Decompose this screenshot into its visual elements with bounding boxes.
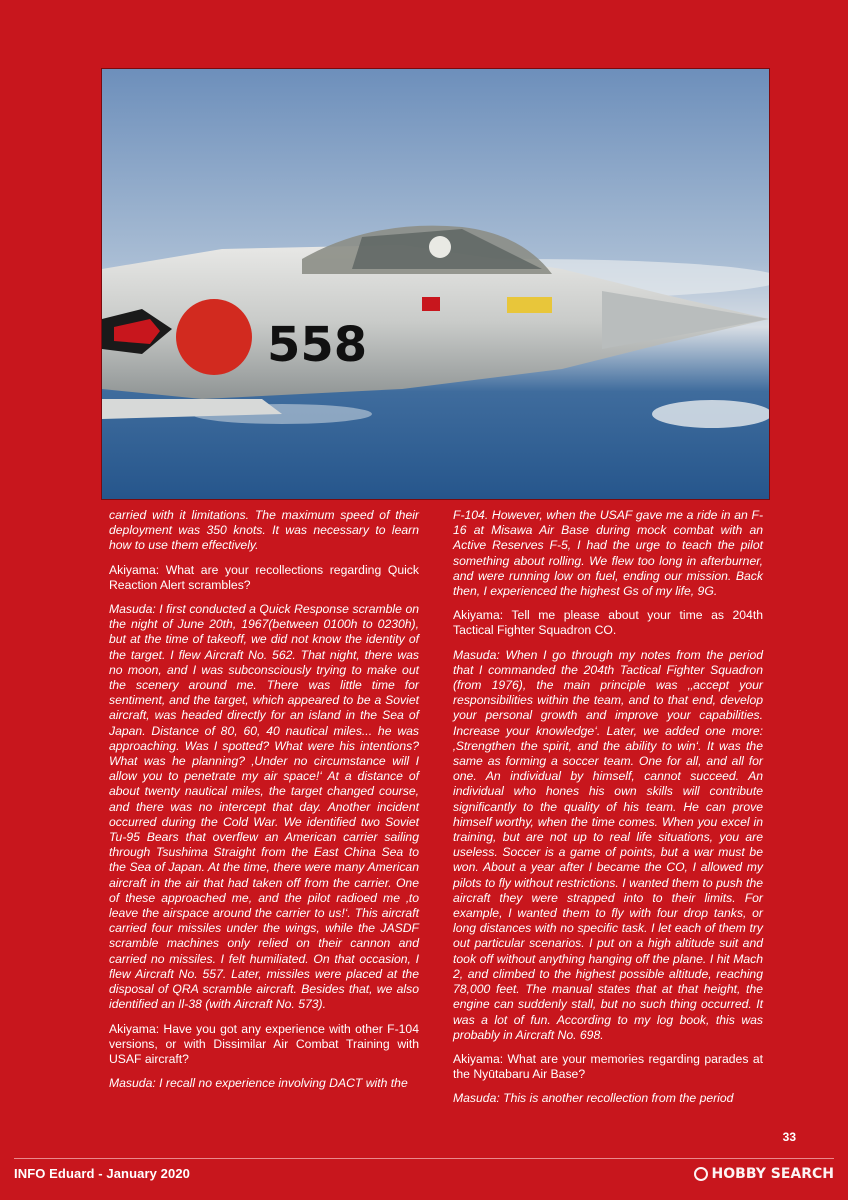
question-paragraph: Akiyama: Have you got any experience with other F-104 versions, or with Dissimilar Air Combat Training with USAF aircraft?	[109, 1021, 419, 1066]
f104-aircraft-photo	[102, 69, 769, 499]
watermark-brand: HOBBY SEARCH	[711, 1166, 834, 1182]
question-paragraph: Akiyama: Tell me please about your time as 204th Tactical Fighter Squadron CO.	[453, 608, 763, 638]
answer-paragraph: Masuda: I first conducted a Quick Response scramble on the night of June 20th, 1967(between 0100h to 0230h), but at the time of takeoff, we did not know the identity of the target. I flew Aircraft No. 562. That night, there was no moon, and I was subconsciously trying to make out the scenery around me. There was little time for sentiment, and the target, which appeared to be a Soviet aircraft, was headed directly for an island in the Sea of Japan. Distance of 80, 60, 40 nautical miles... he was approaching. Was I spotted? What were his intentions? What was he planning? ‚Under no circumstance will I allow you to penetrate my air space!‘ At a distance of about twenty nautical miles, the target changed course, and there was no intercept that day. Another incident occurred during the Cold War. We identified two Soviet Tu-95 Bears that overflew an American carrier sailing through Tsushima Straight from the East China Sea to the Sea of Japan. At the time, there were many American aircraft in the air that had taken off from the carrier. One of these approached me, and the pilot radioed me ‚to leave the airspace around the carrier to us!‘. This aircraft carried four missiles under the wings, while the JASDF scramble machines only relied on their cannon and carried no missiles. I felt humiliated. On that occasion, I flew Aircraft No. 557. Later, missiles were placed at the disposal of QRA scramble aircraft. Besides that, we also identified an Il-38 (with Aircraft No. 573).	[109, 602, 419, 1012]
answer-paragraph: Masuda: When I go through my notes from the period that I commanded the 204th Tactical Fighter Squadron (from 1976), the main principle was ‚‚accept your responsibilities within the team, and to that end, develop your personal growth and improve your capabilities. Increase your knowledge‘. Later, we added one more: ‚Strengthen the spirit, and the ability to win‘. It was the same as forming a soccer team. One for all, and all for one. An individual by himself, cannot succeed. An individual who hones his own skills will contribute significantly to the quality of his team. He can prove himself worthy, when the time comes. When you excel in training, but are not up to real life situations, you are useless. Soccer is a game of points, but a war must be won. About a year after I became the CO, I allowed my pilots to fly without restrictions. I wanted them to push the aircraft they were strapped into to their limits. For example, I wanted them to fly with four drop tanks, or long distances with no specific task. I let each of them try out particular scenarios. I put on a high altitude suit and took off without anything hanging off the plane. I hit Mach 2, and climbed to the highest possible altitude, reaching 78,000 feet. The manual states that at that height, the engine can suddenly stall, but no such thing occurred. It was a lot of fun. According to my log book, this was probably in Aircraft No. 698.	[453, 647, 763, 1042]
paragraph: carried with it limitations. The maximum speed of their deployment was 350 knots. It was necessary to learn how to use them effectively.	[109, 508, 419, 553]
question-paragraph: Akiyama: What are your memories regarding parades at the Nyūtabaru Air Base?	[453, 1051, 763, 1082]
answer-paragraph: Masuda: This is another recollection from the period	[453, 1091, 734, 1106]
answer-paragraph: Masuda: I recall no experience involving DACT with the	[109, 1076, 408, 1091]
aircraft-number: 558	[267, 317, 368, 373]
article-column-right	[453, 508, 763, 1116]
article-column-left	[109, 508, 419, 1100]
footer-divider	[14, 1158, 834, 1159]
aircraft-photo	[101, 68, 770, 500]
paragraph: F-104. However, when the USAF gave me a ride in an F-16 at Misawa Air Base during mock combat with an Active Reserves F-5, I had the urge to teach the pilot something about rolling. We flew too long in afterburner, and were running low on fuel, ending our mission. Back then, I experienced the highest Gs of my life, 9G.	[453, 508, 763, 599]
footer-title: INFO Eduard - January 2020	[14, 1166, 190, 1181]
watermark	[694, 1166, 834, 1182]
page-number: 33	[782, 1130, 796, 1144]
question-paragraph: Akiyama: What are your recollections regarding Quick Reaction Alert scrambles?	[109, 562, 419, 592]
hobby-search-logo-icon	[694, 1167, 708, 1181]
